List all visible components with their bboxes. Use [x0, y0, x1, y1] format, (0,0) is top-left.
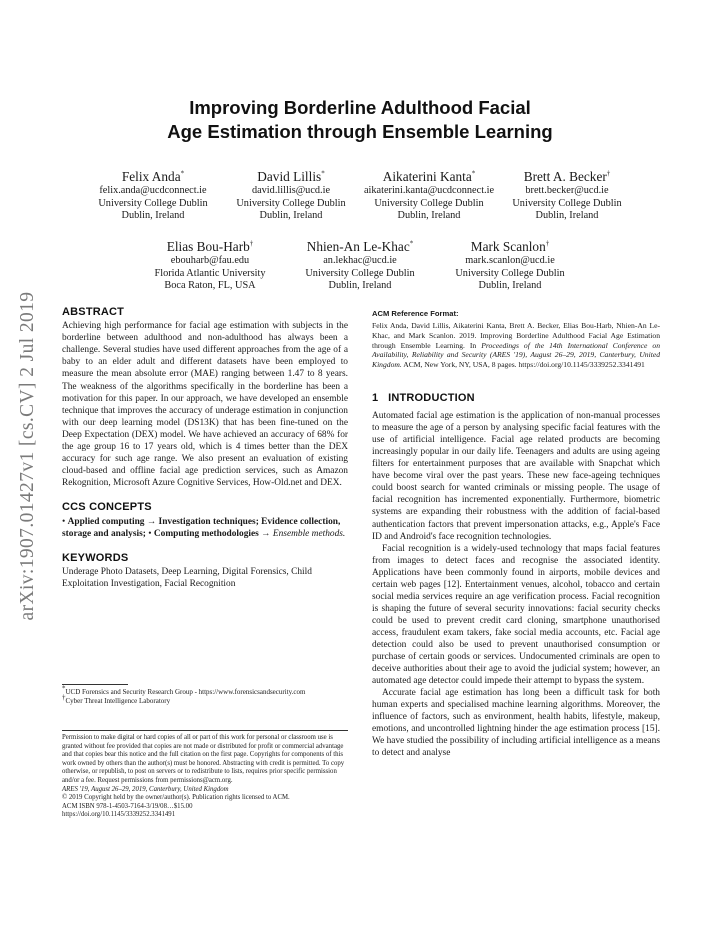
author-mark: * — [321, 169, 325, 178]
author-location: Dublin, Ireland — [121, 210, 185, 222]
author-block — [444, 238, 576, 293]
author-name: Brett A. Becker — [523, 169, 607, 184]
author-location: Dublin, Ireland — [397, 210, 461, 222]
author-location: Dublin, Ireland — [328, 280, 392, 292]
arxiv-stamp: arXiv:1907.01427v1 [cs.CV] 2 Jul 2019 — [17, 291, 38, 621]
author-location: Dublin, Ireland — [478, 280, 542, 292]
arrow-icon: → — [261, 528, 271, 539]
ccs-concept: Applied computing — [67, 516, 145, 527]
ccs-heading: CCS CONCEPTS — [62, 501, 152, 514]
author-mark: † — [545, 239, 550, 248]
author-affiliation: Florida Atlantic University — [154, 267, 266, 279]
author-block — [294, 238, 426, 293]
venue-line: ARES '19, August 26–29, 2019, Canterbury, United Kingdom — [62, 785, 229, 793]
author-row-2 — [0, 238, 720, 293]
author-location: Boca Raton, FL, USA — [164, 280, 256, 292]
author-block — [87, 168, 219, 223]
author-affiliation: University College Dublin — [236, 197, 346, 209]
author-name: Nhien-An Le-Khac — [306, 239, 410, 254]
keywords-heading: KEYWORDS — [62, 551, 129, 564]
keywords-text: Underage Photo Datasets, Deep Learning, Digital Forensics, Child Exploitation Investigation, Facial Recognition — [62, 566, 312, 589]
author-mark: † — [249, 239, 254, 248]
author-mark: * — [471, 169, 476, 178]
ccs-concept: Ensemble methods. — [272, 528, 346, 539]
copyright-line: © 2019 Copyright held by the owner/author(s). Publication rights licensed to ACM. — [62, 794, 290, 802]
author-email: david.lillis@ucd.ie — [251, 185, 331, 196]
paper-title — [0, 96, 720, 144]
author-mark: * — [409, 239, 414, 248]
footnotes — [62, 684, 348, 706]
intro-paragraph-1: Automated facial age estimation is the application of non-manual processes to measure the age of a person by analysing specific facial features with the use of artificial intelligence. Facial age related products are becoming increasingly popular in our daily life. Teenagers and adults are using ageing filters for entertainment purposes that are available with Snapchat which have become viral over the past years. These new face-ageing techniques could boost search for wanted criminals or missing people. The usage of facial recognition has incremented exponentially. Furthermore, biometric systems are expanding their robustness with the addition of facial-based authentication factors that prevent impersonation attacks, e.g., Apple's Face ID and Android's face recognition technologies. — [372, 411, 660, 542]
ccs-concept: Computing methodologies — [153, 528, 259, 539]
author-block — [363, 168, 495, 223]
author-email: mark.scanlon@ucd.ie — [465, 255, 555, 266]
author-name: Felix Anda — [121, 169, 181, 184]
bullet-icon: • — [148, 528, 152, 539]
acm-ref-heading: ACM Reference Format: — [372, 309, 459, 318]
author-block — [501, 168, 633, 223]
left-column — [62, 306, 348, 590]
author-block — [225, 168, 357, 223]
title-line-2: Age Estimation through Ensemble Learning — [167, 121, 553, 142]
intro-paragraph-3: Accurate facial age estimation has long been a difficult task for both human experts and specialised machine learning algorithms. Moreover, the influence of factors, such as environment, health habits, lifestyle, makeup, emotions, and uncontrolled lightning hinder the age estimation process [15]. We have studied the possibility of including artificial intelligence as a means to detect and analyse — [372, 688, 660, 759]
permission-block — [62, 730, 348, 820]
isbn-line: ACM ISBN 978-1-4503-7164-3/19/08…$15.00 — [62, 802, 193, 810]
author-affiliation: University College Dublin — [455, 267, 565, 279]
permission-text: Permission to make digital or hard copies of all or part of this work for personal or classroom use is granted without fee provided that copies are not made or distributed for profit or commercial advantage and that copies bear this notice and the full citation on the first page. Copyrights for components of this work owned by others than the author(s) must be honored. Abstracting with credit is permitted. To copy otherwise, or republish, to post on servers or to redistribute to lists, requires prior specific permission and/or a fee. Request permissions from permissions@acm.org. — [62, 734, 345, 784]
ccs-concept: Investigation techniques; Evidence collection, storage and analysis; — [62, 516, 341, 539]
doi-link[interactable]: https://doi.org/10.1145/3339252.3341491 — [62, 811, 176, 819]
author-name: David Lillis — [257, 169, 322, 184]
author-name: Mark Scanlon — [470, 239, 546, 254]
author-affiliation: University College Dublin — [98, 197, 208, 209]
author-affiliation: University College Dublin — [374, 197, 484, 209]
author-email: an.lekhac@ucd.ie — [323, 255, 397, 266]
title-line-1: Improving Borderline Adulthood Facial — [189, 97, 531, 118]
author-name: Aikaterini Kanta — [382, 169, 472, 184]
author-location: Dublin, Ireland — [535, 210, 599, 222]
author-block — [144, 238, 276, 293]
author-email: ebouharb@fau.edu — [170, 255, 250, 266]
author-email: aikaterini.kanta@ucdconnect.ie — [363, 185, 495, 196]
author-affiliation: University College Dublin — [305, 267, 415, 279]
intro-heading: 1 INTRODUCTION — [372, 392, 475, 405]
arrow-icon: → — [146, 516, 157, 527]
footnote-2: †Cyber Threat Intelligence Laboratory — [62, 693, 171, 705]
ccs-text — [62, 516, 348, 540]
abstract-heading: ABSTRACT — [62, 306, 125, 318]
author-location: Dublin, Ireland — [259, 210, 323, 222]
author-email: brett.becker@ucd.ie — [525, 185, 609, 196]
author-email: felix.anda@ucdconnect.ie — [99, 185, 207, 196]
author-affiliation: University College Dublin — [512, 197, 622, 209]
bullet-icon: • — [62, 516, 66, 527]
abstract-text: Achieving high performance for facial age estimation with subjects in the borderline between adulthood and non-adulthood has always been a challenge. Several studies have used different approaches from the age of a baby to an elder adult and different datasets have been employed to measure the mean absolute error (MAE) ranging between 1.47 to 8 years. The weakness of the algorithms specifically in the borderline has been a motivation for this paper. In our approach, we have developed an ensemble technique that improves the accuracy of underage estimation in conjunction with our deep learning model (DS13K) that has been fine-tuned on the Deep Expectation (DEX) model. We have achieved an accuracy of 68% for the age group 16 to 17 years old, which is 4 times better than the DEX accuracy for such age range. We also present an evaluation of existing cloud-based and offline facial age prediction services, such as Amazon Rekognition, Microsoft Azure Cognitive Services, How-Old.net and DEX. — [62, 321, 348, 489]
acm-ref-text: Felix Anda, David Lillis, Aikaterini Kanta, Brett A. Becker, Elias Bou-Harb, Nhien-An Le-Khac, and Mark Scanlon. 2019. Improving Borderline Adulthood Facial Age Estimation through Ensemble Learning. In Proceedings of the 14th International Conference on Availability, Reliability and Security (ARES '19), August 26–29, 2019, Canterbury, United Kingdom. ACM, New York, NY, USA, 8 pages. https://doi.org/10.1145/3339252.3341491 — [372, 321, 661, 370]
footnote-1: *UCD Forensics and Security Research Group - https://www.forensicsandsecurity.com — [62, 684, 306, 696]
intro-paragraph-2: Facial recognition is a widely-used technology that maps facial features from images to detect faces and recognise the associated identity. Applications have been commonly found in airports, mobile devices and certain web pages [12]. Entertainment venues, alcohol, tobacco and certain social media services require an age verification process. Facial recognition is shaping the future of several security innovations: facial security checks could be used to prevent credit card cloning, smartphone unauthorised access, fraudulent exam takers, fake social media accounts, etc. Facial age detection could also be used to prevent unauthorised consumption or purchase of certain goods or services. Undocumented criminals are open to deceive authorities about their age to avoid the judicial system; however, an automated age detector could impede their attempt to bypass the system. — [372, 543, 660, 687]
author-mark: † — [606, 169, 611, 178]
author-mark: * — [180, 169, 185, 178]
right-column — [372, 308, 660, 759]
author-name: Elias Bou-Harb — [166, 239, 250, 254]
author-row-1 — [0, 168, 720, 223]
